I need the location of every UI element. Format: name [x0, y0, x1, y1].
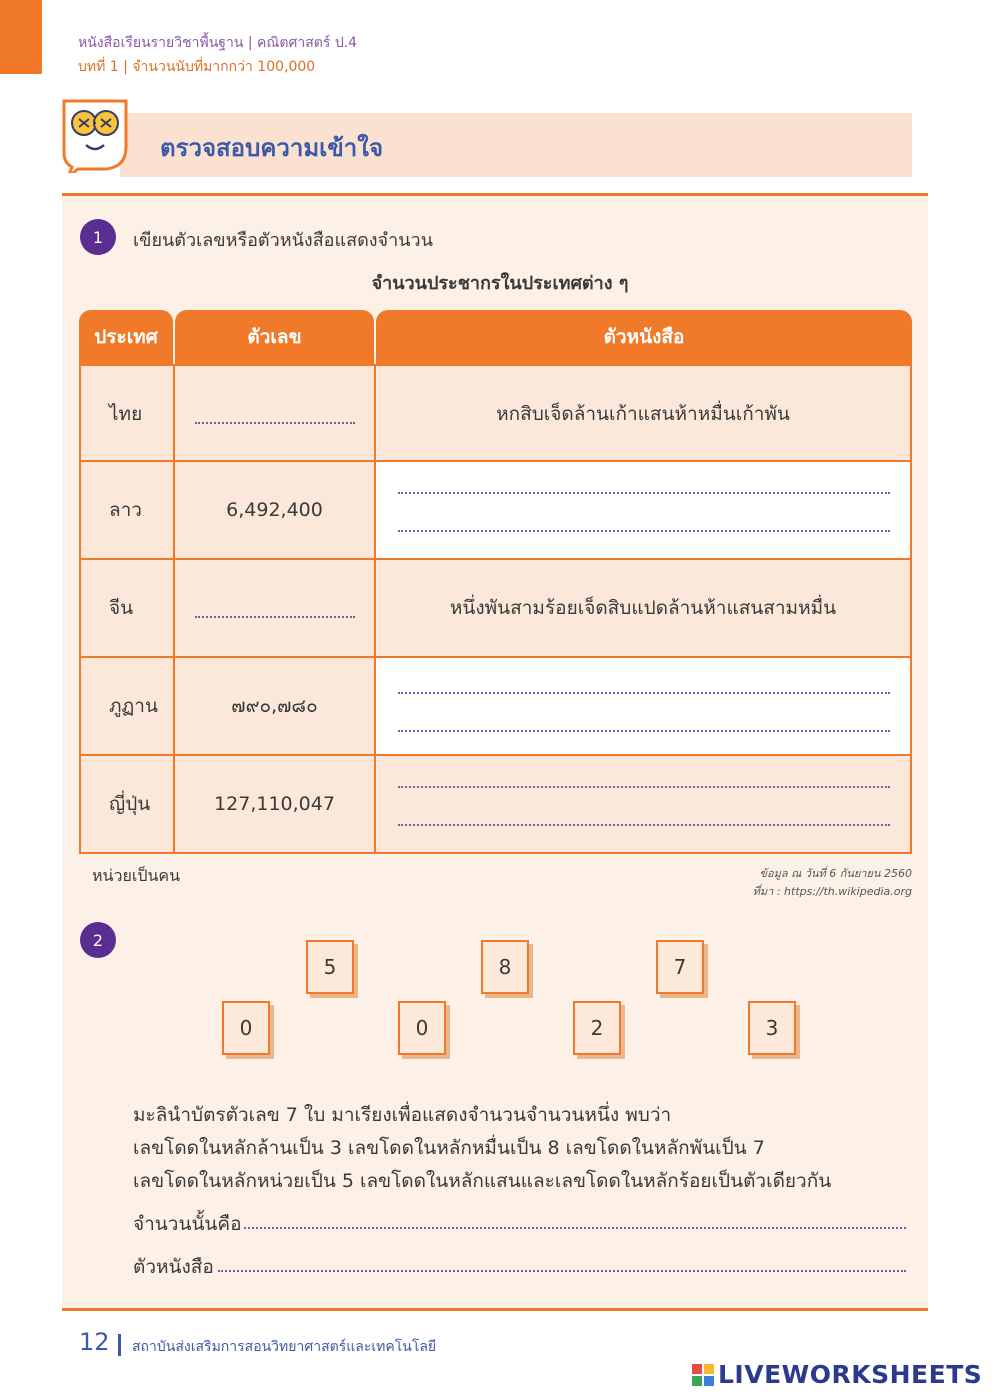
- words-label: ตัวหนังสือ: [133, 1256, 214, 1278]
- answer-dotted-line: [195, 422, 355, 424]
- header-chapter-title: บทที่ 1 | จำนวนนับที่มากกว่า 100,000: [78, 59, 316, 75]
- digit-card[interactable]: 5: [306, 940, 354, 994]
- answer-dotted-line: [398, 824, 890, 826]
- answer-label: จำนวนนั้นคือ: [133, 1213, 242, 1235]
- answer-dotted-line: [195, 616, 355, 618]
- table-row: [79, 462, 912, 560]
- page-number: 12: [79, 1328, 110, 1356]
- problem-text-line: มะลินำบัตรตัวเลข 7 ใบ มาเรียงเพื่อแสดงจำนวนจำนวนหนึ่ง พบว่า: [133, 1104, 672, 1126]
- liveworksheets-logo: [692, 1360, 982, 1389]
- problem-text-line: เลขโดดในหลักหน่วยเป็น 5 เลขโดดในหลักแสนและเลขโดดในหลักร้อยเป็นตัวเดียวกัน: [133, 1170, 832, 1192]
- digit-card[interactable]: 0: [222, 1001, 270, 1055]
- problem-text-line: เลขโดดในหลักล้านเป็น 3 เลขโดดในหลักหมื่นเป็น 8 เลขโดดในหลักพันเป็น 7: [133, 1137, 765, 1159]
- corner-accent: [0, 0, 42, 74]
- table-row: [79, 658, 912, 756]
- number-cell: 127,110,047: [175, 756, 376, 852]
- column-header-country: ประเทศ: [79, 310, 173, 364]
- country-cell: ลาว: [81, 462, 175, 558]
- liveworksheets-mark-icon: [692, 1364, 714, 1386]
- table-row: [79, 560, 912, 658]
- publisher-name: สถาบันส่งเสริมการสอนวิทยาศาสตร์และเทคโนโลยี: [132, 1339, 437, 1355]
- answer-dotted-line: [398, 692, 890, 694]
- digit-card[interactable]: 3: [748, 1001, 796, 1055]
- question-number-badge: 1: [80, 219, 116, 255]
- unit-note: หน่วยเป็นคน: [92, 866, 181, 885]
- table-row: [79, 364, 912, 462]
- words-answer-field[interactable]: [376, 658, 910, 754]
- number-cell: 6,492,400: [175, 462, 376, 558]
- digit-card[interactable]: 2: [573, 1001, 621, 1055]
- source-date: ข้อมูล ณ วันที่ 6 กันยายน 2560: [759, 867, 912, 880]
- question-number-badge: 2: [80, 922, 116, 958]
- question-instruction: เขียนตัวเลขหรือตัวหนังสือแสดงจำนวน: [133, 230, 433, 251]
- digit-card[interactable]: 7: [656, 940, 704, 994]
- answer-number-field[interactable]: [244, 1227, 906, 1229]
- answer-words-field[interactable]: [218, 1270, 906, 1272]
- country-cell: ไทย: [81, 366, 175, 462]
- number-answer-field[interactable]: [175, 366, 376, 462]
- liveworksheets-wordmark: LIVEWORKSHEETS: [718, 1360, 983, 1389]
- glasses-face-icon: [60, 97, 128, 173]
- table-caption: จำนวนประชากรในประเทศต่าง ๆ: [371, 273, 629, 294]
- words-answer-field[interactable]: [376, 462, 910, 558]
- banner-title: ตรวจสอบความเข้าใจ: [160, 134, 384, 162]
- digit-card[interactable]: 0: [398, 1001, 446, 1055]
- words-cell: หกสิบเจ็ดล้านเก้าแสนห้าหมื่นเก้าพัน: [496, 403, 790, 425]
- column-header-words: ตัวหนังสือ: [376, 310, 912, 364]
- digit-card[interactable]: 8: [481, 940, 529, 994]
- country-cell: จีน: [81, 560, 175, 656]
- country-cell: ญี่ปุ่น: [81, 756, 175, 852]
- source-url: ที่มา : https://th.wikipedia.org: [752, 885, 912, 898]
- number-answer-field[interactable]: [175, 560, 376, 656]
- table-row: [79, 756, 912, 854]
- number-cell: ๗๙๐,๗๘๐: [175, 658, 376, 754]
- words-answer-field[interactable]: [376, 756, 910, 852]
- footer-divider: [118, 1334, 121, 1356]
- answer-dotted-line: [398, 530, 890, 532]
- answer-dotted-line: [398, 730, 890, 732]
- country-cell: ภูฏาน: [81, 658, 175, 754]
- header-book-title: หนังสือเรียนรายวิชาพื้นฐาน | คณิตศาสตร์ ป.4: [78, 35, 358, 51]
- answer-dotted-line: [398, 786, 890, 788]
- answer-dotted-line: [398, 492, 890, 494]
- words-cell: หนึ่งพันสามร้อยเจ็ดสิบแปดล้านห้าแสนสามหมื่น: [449, 597, 837, 619]
- column-header-number: ตัวเลข: [175, 310, 374, 364]
